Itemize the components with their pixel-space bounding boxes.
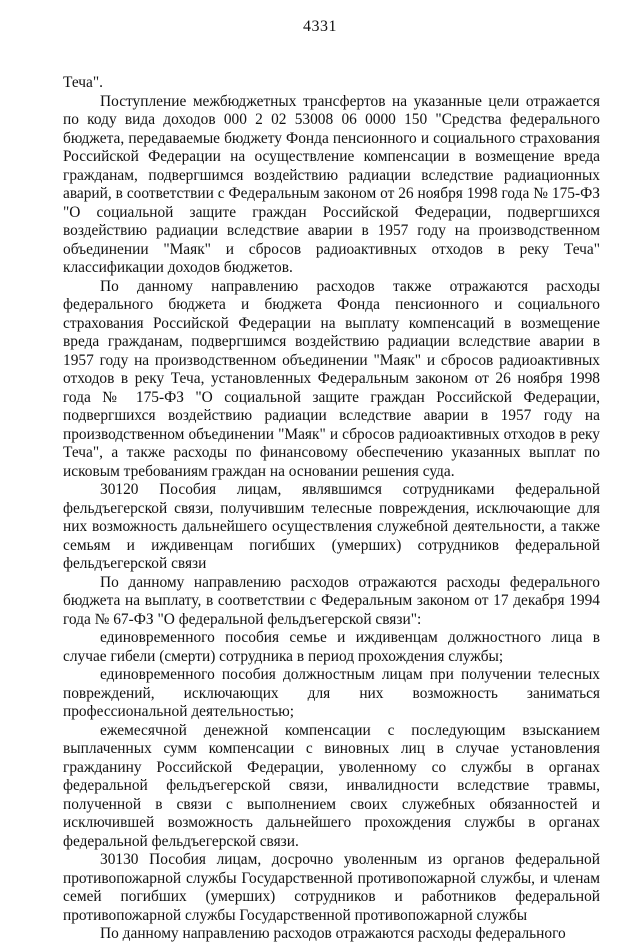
paragraph-7: ежемесячной денежной компенсации с последующим взысканием выплаченных сумм компенсации с виновных лиц в случае установления гражданину Российской Федерации, уволенному со службы в органах федеральной фельдъегерской связи, инвалидности вследствие травмы, полученной в связи с выполнением своих служебных обязанностей и исключившей возможность дальнейшего прохождения службы в органах федеральной фельдъегерской связи. [63,721,600,850]
paragraph-5: единовременного пособия семье и иждивенцам должностного лица в случае гибели (смерти) сотрудника в период прохождения службы; [63,629,600,665]
page-number: 4331 [303,18,337,35]
section-heading-30130: 30130 Пособия лицам, досрочно уволенным из органов федеральной противопожарной службы Государственной противопожарной службы, и членам семей погибших (умерших) сотрудников и работников федеральной противопожарной службы Государственной противопожарной службы [63,851,600,924]
section-heading-30120: 30120 Пособия лицам, являвшимся сотрудниками федеральной фельдъегерской связи, получившим телесные повреждения, исключающие для них возможность дальнейшего осуществления служебной деятельности, а также семьям и иждивенцам погибших (умерших) сотрудников федеральной фельдъегерской связи [63,481,600,572]
paragraph-6: единовременного пособия должностным лицам при получении телесных повреждений, исключающих для них возможность заниматься профессиональной деятельностью; [63,666,600,720]
paragraph-2: По данному направлению расходов также отражаются расходы федерального бюджета и бюджета Фонда пенсионного и социального страхования Российской Федерации на выплату компенсаций в возмещение вреда гражданам, подвергшимся воздействию радиации вследствие аварии в 1957 году на производственном объединении "Маяк" и сбросов радиоактивных отходов в реку Теча, установленных Федеральным законом от 26 ноября 1998 года № 175-ФЗ "О социальной защите граждан Российской Федерации, подвергшихся воздействию радиации вследствие аварии в 1957 году на производственном объединении "Маяк" и сбросов радиоактивных отходов в реку Теча", а также расходы по финансовому обеспечению указанных выплат по исковым требованиям граждан на основании решения суда. [63,277,600,480]
paragraph-1: Поступление межбюджетных трансфертов на указанные цели отражается по коду вида доходов 000 2 02 53008 06 0000 150 "Средства федерального бюджета, передаваемые бюджету Фонда пенсионного и социального страхования Российской Федерации на осуществление компенсации в возмещение вреда гражданам, подвергшимся воздействию радиации вследствие радиационных аварий, в соответствии с Федеральным законом от 26 ноября 1998 года № 175-ФЗ "О социальной защите граждан Российской Федерации, подвергшихся воздействию радиации вследствие аварии в 1957 году на производственном объединении "Маяк" и сбросов радиоактивных отходов в реку Теча" классификации доходов бюджетов. [63,92,600,276]
paragraph-9: По данному направлению расходов отражаются расходы федерального [100,925,566,942]
paragraph-4: По данному направлению расходов отражаются расходы федерального бюджета на выплату, в соответствии с Федеральным законом от 17 декабря 1994 года № 67-ФЗ "О федеральной фельдъегерской связи": [63,573,600,628]
document-body [63,74,600,944]
paragraph-0: Теча". [63,74,103,91]
